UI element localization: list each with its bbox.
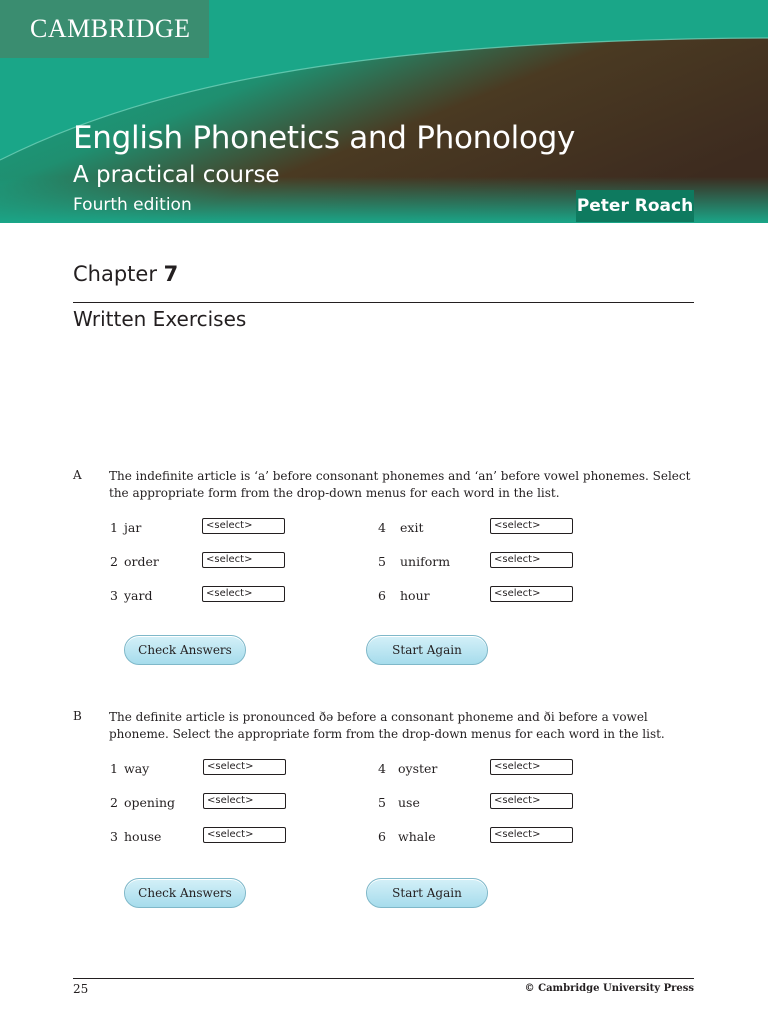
start-again-button[interactable]: Start Again [366,878,488,908]
item-word: opening [124,795,176,810]
exercise-a-instructions: The indefinite article is ‘a’ before consonant phonemes and ‘an’ before vowel phonemes. Select the appropriate form from the drop-down menus for each word in the list. [109,469,691,500]
copyright-notice: © Cambridge University Press [524,983,694,994]
item-number: 5 [378,795,386,810]
article-dropdown[interactable]: <select> [203,827,286,843]
article-dropdown[interactable]: <select> [202,518,285,534]
item-word: order [124,554,159,569]
item-word: uniform [400,554,451,569]
article-dropdown[interactable]: <select> [202,586,285,602]
item-word: use [398,795,420,810]
article-dropdown[interactable]: <select> [490,586,573,602]
divider [73,302,694,303]
item-number: 5 [378,554,386,569]
item-number: 4 [378,761,386,776]
check-answers-button[interactable]: Check Answers [124,878,246,908]
item-word: jar [124,520,142,535]
item-number: 3 [110,829,118,844]
start-again-button[interactable]: Start Again [366,635,488,665]
article-dropdown[interactable]: <select> [490,793,573,809]
item-word: way [124,761,150,776]
item-number: 2 [110,554,118,569]
book-subtitle: A practical course [73,162,280,188]
item-number: 1 [110,761,118,776]
item-number: 1 [110,520,118,535]
item-word: hour [400,588,430,603]
item-number: 6 [378,829,386,844]
article-dropdown[interactable]: <select> [490,552,573,568]
article-dropdown[interactable]: <select> [490,518,573,534]
item-word: yard [124,588,153,603]
article-dropdown[interactable]: <select> [202,552,285,568]
item-number: 2 [110,795,118,810]
exercise-b-letter: B [73,709,82,723]
author-name: Peter Roach [576,196,694,216]
cambridge-logo [0,0,209,58]
footer-divider [73,978,694,979]
chapter-heading [73,262,178,286]
item-number: 3 [110,588,118,603]
header-banner [0,0,768,223]
item-number: 4 [378,520,386,535]
article-dropdown[interactable]: <select> [490,827,573,843]
publisher-name: CAMBRIDGE [30,14,191,43]
check-answers-button[interactable]: Check Answers [124,635,246,665]
chapter-number: 7 [163,262,179,286]
item-word: oyster [398,761,438,776]
item-word: house [124,829,162,844]
item-word: whale [398,829,436,844]
article-dropdown[interactable]: <select> [203,793,286,809]
book-title: English Phonetics and Phonology [73,120,576,156]
page-number: 25 [73,982,89,996]
exercise-b-instructions: The definite article is pronounced ðə before a consonant phoneme and ði before a vowel phoneme. Select the appropriate form from the drop-down menus for each word in the list. [109,710,665,741]
article-dropdown[interactable]: <select> [490,759,573,775]
article-dropdown[interactable]: <select> [203,759,286,775]
book-edition: Fourth edition [73,195,192,215]
chapter-label: Chapter [73,262,157,286]
exercise-a-letter: A [73,468,82,482]
item-word: exit [400,520,424,535]
item-number: 6 [378,588,386,603]
author-badge [576,190,694,222]
section-title: Written Exercises [73,307,247,331]
